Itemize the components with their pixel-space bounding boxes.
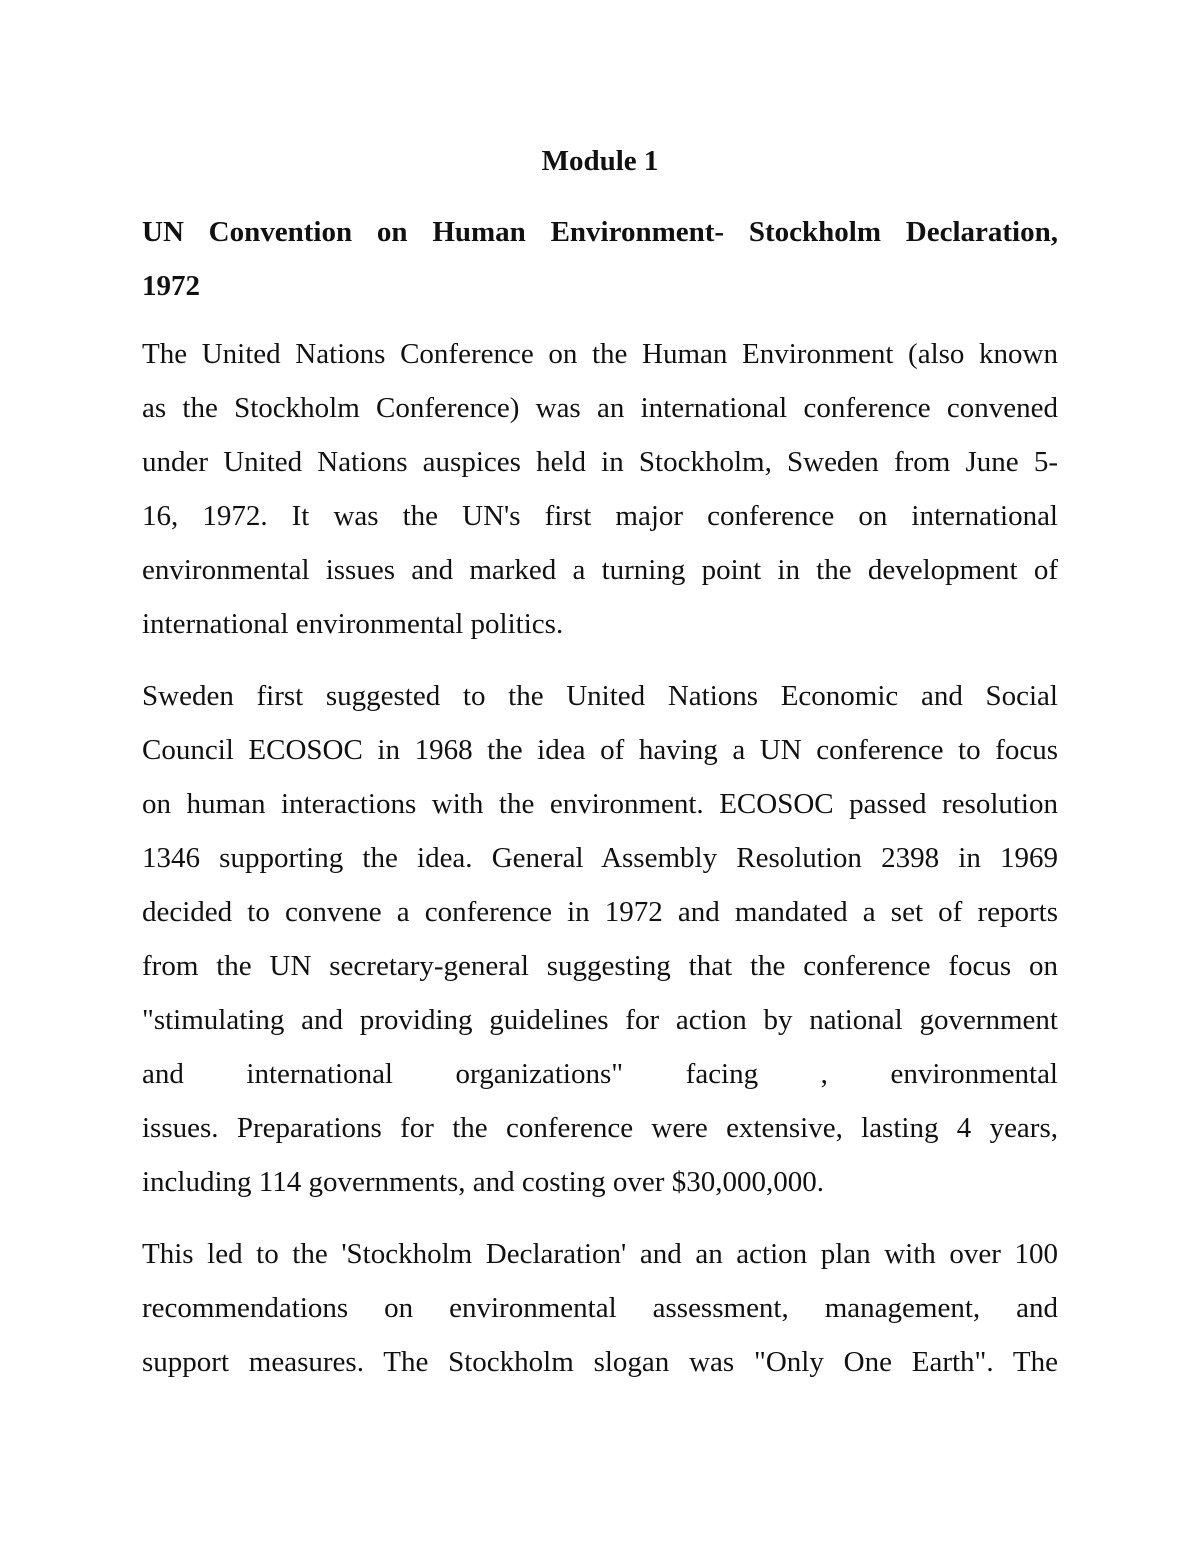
paragraph-sweden-proposal bbox=[142, 669, 1058, 1209]
paragraph-line: on human interactions with the environment. ECOSOC passed resolution bbox=[142, 788, 1058, 820]
paragraph-stockholm-conference bbox=[142, 327, 1058, 651]
paragraph-stockholm-declaration bbox=[142, 1227, 1058, 1389]
section-heading-line: UN Convention on Human Environment- Stockholm Declaration, bbox=[142, 216, 1058, 248]
paragraph-line: environmental issues and marked a turning point in the development of bbox=[142, 554, 1058, 586]
paragraph-line: Council ECOSOC in 1968 the idea of having a UN conference to focus bbox=[142, 734, 1058, 766]
paragraph-line: 1346 supporting the idea. General Assembly Resolution 2398 in 1969 bbox=[142, 842, 1058, 874]
paragraph-line: 16, 1972. It was the UN's first major conference on international bbox=[142, 500, 1058, 532]
module-title: Module 1 bbox=[541, 145, 659, 177]
paragraph-line: international environmental politics. bbox=[142, 608, 564, 640]
paragraph-line: as the Stockholm Conference) was an international conference convened bbox=[142, 392, 1058, 424]
paragraph-line: decided to convene a conference in 1972 and mandated a set of reports bbox=[142, 896, 1058, 928]
paragraph-line: This led to the 'Stockholm Declaration' and an action plan with over 100 bbox=[142, 1238, 1058, 1270]
paragraph-line: issues. Preparations for the conference were extensive, lasting 4 years, bbox=[142, 1112, 1058, 1144]
paragraph-line: including 114 governments, and costing over $30,000,000. bbox=[142, 1166, 824, 1198]
paragraph-line: "stimulating and providing guidelines for action by national government bbox=[142, 1004, 1058, 1036]
paragraph-line: recommendations on environmental assessment, management, and bbox=[142, 1292, 1058, 1324]
paragraph-line: The United Nations Conference on the Human Environment (also known bbox=[142, 338, 1058, 370]
paragraph-line: and international organizations" facing , environmental bbox=[142, 1058, 1058, 1090]
paragraph-line: from the UN secretary-general suggesting that the conference focus on bbox=[142, 950, 1058, 982]
paragraph-line: Sweden first suggested to the United Nations Economic and Social bbox=[142, 680, 1058, 712]
paragraph-line: support measures. The Stockholm slogan was "Only One Earth". The bbox=[142, 1346, 1058, 1378]
paragraph-line: under United Nations auspices held in Stockholm, Sweden from June 5- bbox=[142, 446, 1058, 478]
section-heading-line: 1972 bbox=[142, 270, 200, 302]
section-heading bbox=[142, 205, 1058, 313]
